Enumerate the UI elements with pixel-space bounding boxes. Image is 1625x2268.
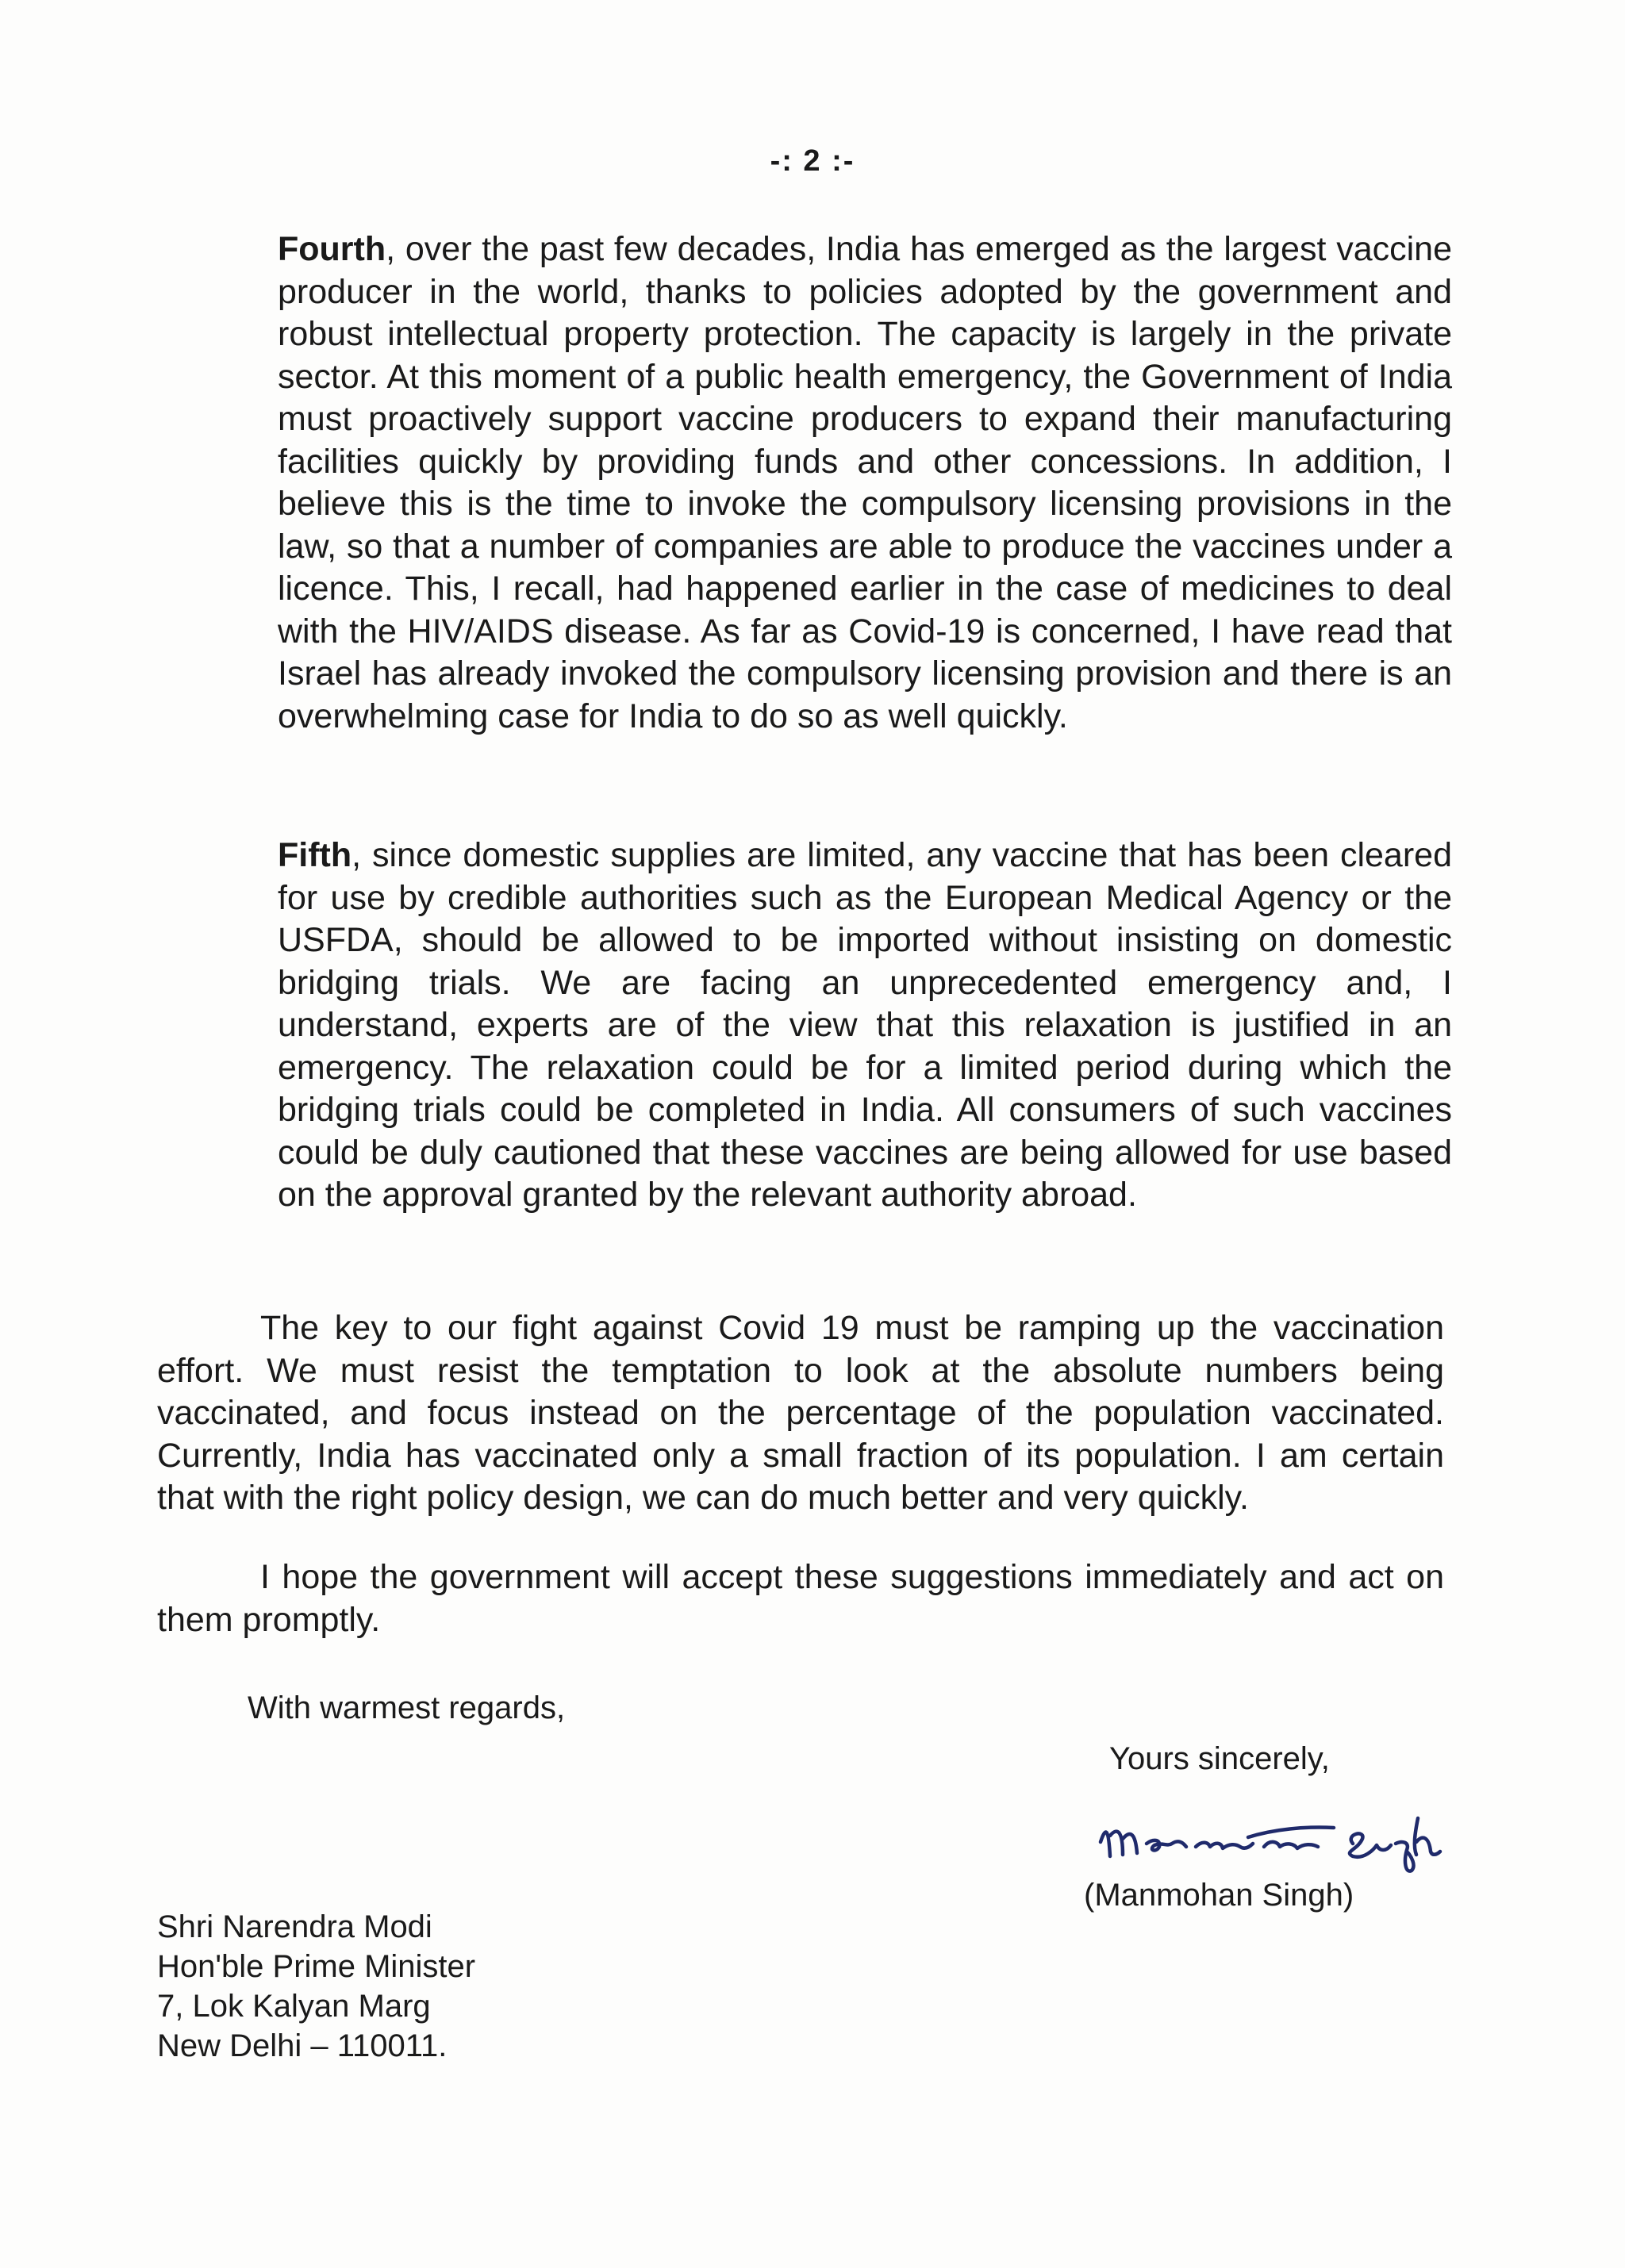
point-lead-fifth: Fifth bbox=[278, 836, 352, 874]
addressee-block bbox=[157, 1907, 475, 2066]
signatory-name: (Manmohan Singh) bbox=[1084, 1878, 1354, 1913]
paragraph-hope: I hope the government will accept these suggestions immediately and act on them promptly. bbox=[157, 1558, 1444, 1639]
paragraph-fourth bbox=[278, 228, 1452, 738]
paragraph-fifth bbox=[278, 835, 1452, 1217]
addressee-line: New Delhi – 110011. bbox=[157, 2028, 448, 2063]
closing-regards: With warmest regards, bbox=[248, 1690, 566, 1725]
handwritten-signature bbox=[1091, 1794, 1448, 1882]
addressee-line: Hon'ble Prime Minister bbox=[157, 1949, 476, 1984]
addressee-line: Shri Narendra Modi bbox=[157, 1909, 432, 1944]
point-text-fifth: , since domestic supplies are limited, any vaccine that has been cleared for use by credible authorities such as the European Medical Agency or the USFDA, should be allowed to be imported without insisting on domestic bridging trials. We are facing an unprecedented emergency and, I understand, experts are of the view that this relaxation is justified in an emergency. The relaxation could be for a limited period during which the bridging trials could be completed in India. All consumers of such vaccines could be duly cautioned that these vaccines are being allowed for use based on the approval granted by the relevant authority abroad. bbox=[278, 836, 1452, 1214]
page-number: -: 2 :- bbox=[770, 144, 855, 178]
paragraph-key: The key to our fight against Covid 19 must be ramping up the vaccination effort. We must resist the temptation to look at the absolute numbers being vaccinated, and focus instead on the percentage of the population vaccinated. Currently, India has vaccinated only a small fraction of its population. I am certain that with the right policy design, we can do much better and very quickly. bbox=[157, 1309, 1444, 1517]
point-text-fourth: , over the past few decades, India has emerged as the largest vaccine producer in the world, thanks to policies adopted by the government and robust intellectual property protection. The capacity is largely in the private sector. At this moment of a public health emergency, the Government of India must proactively support vaccine producers to expand their manufacturing facilities quickly by providing funds and other concessions. In addition, I believe this is the time to invoke the compulsory licensing provisions in the law, so that a number of companies are able to produce the vaccines under a licence. This, I recall, had happened earlier in the case of medicines to deal with the HIV/AIDS disease. As far as Covid-19 is concerned, I have read that Israel has already invoked the compulsory licensing provision and there is an overwhelming case for India to do so as well quickly. bbox=[278, 230, 1452, 735]
addressee-line: 7, Lok Kalyan Marg bbox=[157, 1989, 431, 2024]
closing-sincerely: Yours sincerely, bbox=[1109, 1741, 1330, 1776]
point-lead-fourth: Fourth bbox=[278, 230, 386, 268]
